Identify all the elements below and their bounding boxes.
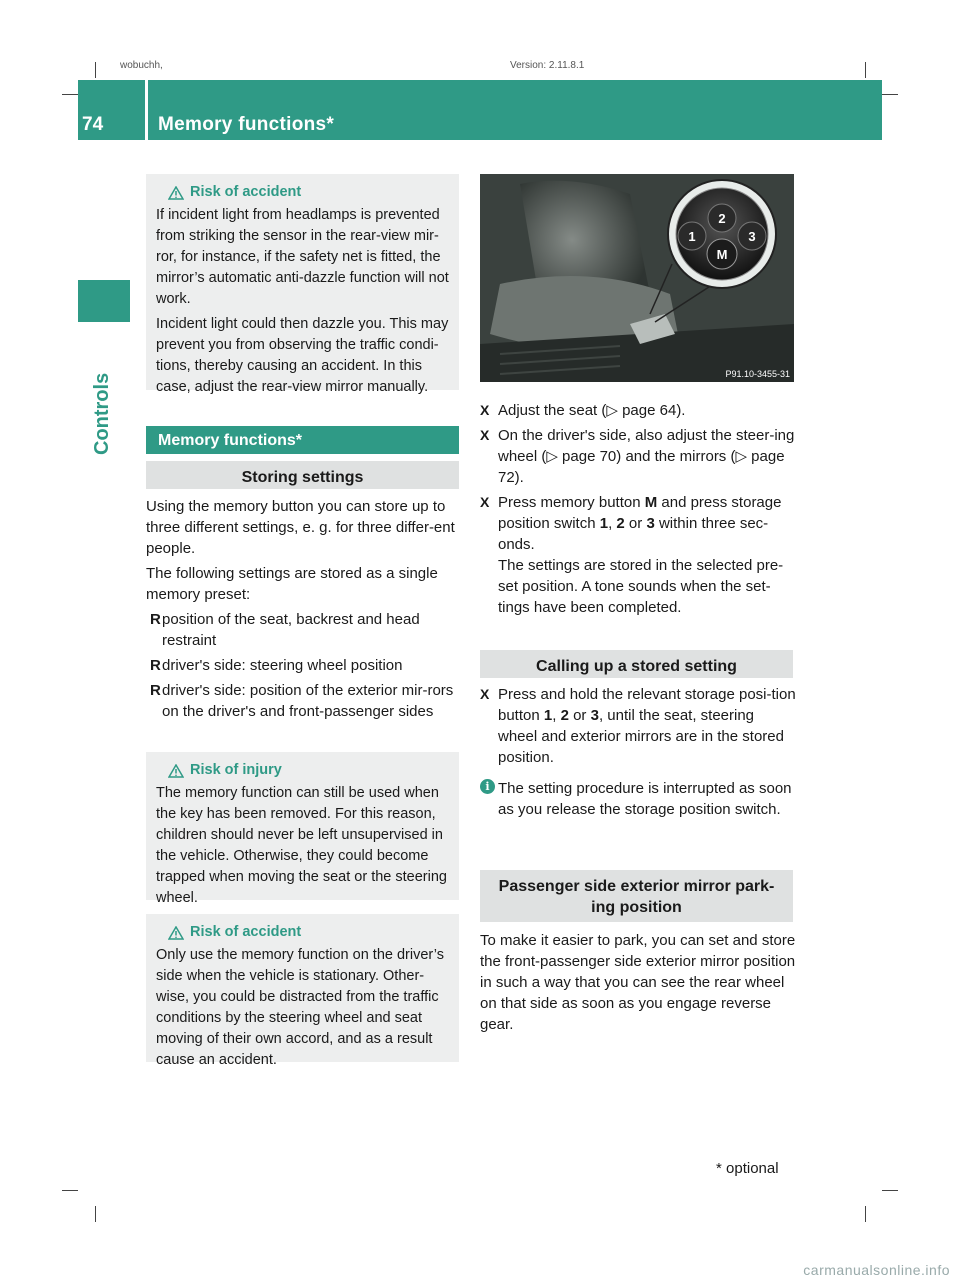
parking-body: [480, 930, 796, 1039]
seat-illustration: [480, 174, 794, 382]
step-text: [498, 686, 796, 766]
bullet-marker: R: [150, 682, 161, 699]
warning-triangle-icon: [168, 186, 184, 200]
step-text: [498, 494, 783, 616]
storing-steps: [480, 400, 796, 622]
key-label: 2: [616, 515, 625, 532]
step-item: [480, 684, 796, 768]
key-label: 3: [590, 707, 599, 724]
crop-mark: [95, 62, 96, 78]
figure-code: P91.10-3455-31: [725, 369, 790, 379]
list-item: [146, 655, 462, 676]
crop-mark: [62, 1190, 78, 1191]
info-icon: i: [480, 779, 495, 794]
calling-body: [480, 684, 796, 824]
key-label: M: [644, 494, 658, 511]
step-text-part: , until the seat, steering wheel and exterior mirrors are in the stored position.: [498, 707, 784, 766]
warning-box-accident-1: [146, 174, 459, 395]
intro-paragraph: Using the memory button you can store up to three different settings, e. g. for three differ-ent people.: [146, 498, 455, 557]
subheading-text: Storing settings: [241, 469, 364, 486]
list-item: [146, 680, 462, 722]
header-divider: [145, 80, 148, 140]
warning-triangle-icon: [168, 764, 184, 778]
bullet-marker: R: [150, 611, 161, 628]
page-number: 74: [82, 114, 104, 135]
memory-button-2-label: 2: [718, 211, 726, 226]
crop-mark: [882, 94, 898, 95]
step-result: The settings are stored in the selected pre-set position. A tone sounds when the set-tings have been completed.: [498, 557, 784, 616]
step-text-part: and press storage position switch: [498, 494, 782, 532]
step-marker: X: [480, 686, 490, 702]
step-text-part: ,: [552, 707, 561, 724]
step-item: [480, 492, 796, 618]
crop-mark: [882, 1190, 898, 1191]
parking-paragraph: To make it easier to park, you can set and store the front-passenger side exterior mirror position in such a way that you can see the rear wheel on that side as soon as you engage reverse gear.: [480, 932, 796, 1033]
warning-title: Risk of accident: [190, 924, 302, 940]
bullet-marker: R: [150, 657, 161, 674]
memory-button-3-label: 3: [748, 229, 756, 244]
warning-box-injury: [146, 752, 459, 906]
list-item: [146, 609, 462, 651]
watermark: carmanualsonline.info: [803, 1262, 950, 1278]
warning-heading: [156, 182, 449, 203]
step-marker: X: [480, 427, 490, 443]
section-heading: Memory functions*: [146, 426, 459, 454]
crop-mark: [95, 1206, 96, 1222]
crop-mark: [62, 94, 78, 95]
warning-text: Incident light could then dazzle you. This may prevent you from observing the traffic condi-tions, thereby causing an accident. In this case, adjust the rear-view mirror manually.: [156, 316, 449, 395]
step-text-part: within three sec-onds.: [498, 515, 769, 553]
warning-triangle-icon: [168, 926, 184, 940]
warning-box-accident-2: [146, 914, 459, 1068]
warning-title: Risk of injury: [190, 762, 282, 778]
list-item-text: position of the seat, backrest and head restraint: [162, 611, 420, 649]
footer-optional-note: * optional: [716, 1160, 779, 1177]
crop-mark: [865, 62, 866, 78]
subheading-calling: Calling up a stored setting: [480, 650, 793, 678]
step-text-part: or: [568, 707, 591, 724]
key-label: 2: [560, 707, 569, 724]
step-marker: X: [480, 402, 490, 418]
warning-title: Risk of accident: [190, 184, 302, 200]
step-item: [480, 400, 796, 421]
key-label: 1: [599, 515, 609, 532]
info-text: The setting procedure is interrupted as soon as you release the storage position switch.: [498, 780, 792, 818]
key-label: 3: [646, 515, 655, 532]
print-meta-right: Version: 2.11.8.1: [510, 60, 585, 71]
subheading-parking: Passenger side exterior mirror park-ing position: [480, 870, 793, 922]
step-text-part: ,: [608, 515, 617, 532]
subheading-storing: [146, 461, 459, 489]
step-text-part: Press memory button: [498, 494, 645, 511]
warning-heading: [156, 922, 449, 943]
list-item-text: driver's side: steering wheel position: [162, 657, 403, 674]
page-title: Memory functions*: [158, 114, 335, 135]
crop-mark: [865, 1206, 866, 1222]
info-note: [480, 778, 796, 820]
step-marker: X: [480, 494, 490, 510]
step-text-part: Press and hold the relevant storage posi-tion button: [498, 686, 796, 724]
step-text: On the driver's side, also adjust the steer-ing wheel (▷ page 70) and the mirrors (▷ page 72).: [498, 427, 795, 486]
step-item: [480, 425, 796, 488]
side-tab-block: [78, 280, 130, 322]
warning-text: If incident light from headlamps is prevented from striking the sensor in the rear-view mir-ror, for instance, if the safety net is fitted, the mirror’s automatic anti-dazzle function will not work.: [156, 207, 449, 307]
warning-text: The memory function can still be used when the key has been removed. For this reason, children should never be left unsupervised in the vehicle. Otherwise, they could become trapped when moving the seat or the steering wheel.: [156, 785, 447, 906]
step-text-part: or: [624, 515, 647, 532]
memory-button-photo: [480, 174, 794, 382]
side-tab-label: Controls: [91, 372, 113, 455]
list-item-text: driver's side: position of the exterior mir-rors on the driver's and front-passenger sides: [162, 682, 454, 720]
key-label: 1: [543, 707, 553, 724]
memory-button-m-label: M: [716, 247, 728, 262]
print-meta-left: wobuchh,: [120, 60, 163, 71]
step-text: Adjust the seat (▷ page 64).: [498, 402, 686, 419]
list-intro: The following settings are stored as a single memory preset:: [146, 565, 438, 603]
warning-text: Only use the memory function on the driver’s side when the vehicle is stationary. Other-wise, you could be distracted from the traffic conditions by the steering wheel and seat moving of their own accord, and as a result cause an accident.: [156, 947, 444, 1068]
memory-button-1-label: 1: [688, 229, 696, 244]
storing-body: [146, 496, 462, 726]
warning-heading: [156, 760, 449, 781]
